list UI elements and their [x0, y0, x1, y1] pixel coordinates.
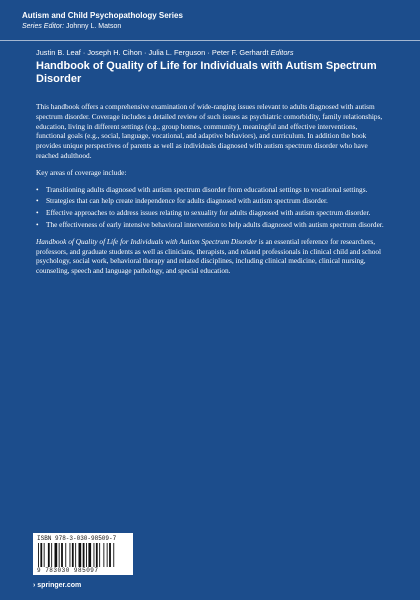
key-areas-list: [36, 185, 388, 230]
barcode-box: [33, 533, 133, 575]
header-divider: [0, 40, 420, 41]
bullet-icon: •: [36, 208, 39, 218]
list-item: [36, 208, 388, 218]
barcode: [37, 543, 129, 567]
editors-suffix: Editors: [270, 48, 294, 57]
key-areas-heading: Key areas of coverage include:: [36, 167, 127, 177]
bullet-icon: •: [36, 196, 39, 206]
series-editor: [22, 22, 402, 32]
list-item-text: The effectiveness of early intensive behavioral intervention to help adults diagnosed with autism spectrum disorder.: [46, 219, 384, 229]
list-item-text: Strategies that can help create independence for adults diagnosed with autism spectrum disorder.: [46, 196, 328, 206]
list-item: [36, 196, 388, 206]
series-editor-label: Series Editor:: [22, 23, 65, 30]
closing-text: is an essential reference for researchers, professors, and graduate students as well as clinicians, therapists, and related professionals in clinical child and school psychology, social work, behavioral therapy and related disciplines, including clinical medicine, clinical nursing, counseling, speech and language pathology, and special education.: [36, 236, 382, 276]
series-title: Autism and Child Psychopathology Series: [22, 11, 183, 20]
description-closing: [36, 237, 388, 276]
barcode-digits: 9 783030 985097: [37, 567, 99, 574]
book-authors: [36, 48, 406, 58]
series-editor-name: Johnny L. Matson: [65, 23, 122, 30]
publisher-url: › springer.com: [33, 582, 82, 589]
list-item-text: Effective approaches to address issues relating to sexuality for adults diagnosed with autism spectrum disorder.: [46, 208, 371, 218]
book-title: Handbook of Quality of Life for Individuals with Autism Spectrum Disorder: [36, 60, 377, 85]
bullet-icon: •: [36, 219, 39, 229]
author-names: Justin B. Leaf · Joseph H. Cihon · Julia L. Ferguson · Peter F. Gerhardt: [36, 48, 269, 57]
bullet-icon: •: [36, 184, 39, 194]
description-intro: This handbook offers a comprehensive examination of wide-ranging issues relevant to adults diagnosed with autism spectrum disorder. Coverage includes a detailed review of such issues as psychiatric comorbidity, family relationships, education, living in different settings (e.g., group homes, community), meaningful and effective interventions, functional goals (e.g., social, language, vocational, and adaptive behaviors), and curriculum. In addition the book provides unique perspectives of parents as well as individuals diagnosed with autism spectrum disorder who have reached adulthood.: [36, 102, 383, 160]
list-item-text: Transitioning adults diagnosed with autism spectrum disorder from educational settings to vocational settings.: [46, 184, 368, 194]
series-block: [22, 10, 402, 32]
list-item: [36, 220, 388, 230]
list-item: [36, 185, 388, 195]
closing-book-title: Handbook of Quality of Life for Individuals with Autism Spectrum Disorder: [36, 236, 257, 246]
description: [36, 102, 388, 283]
isbn-label: ISBN 978-3-030-98509-7: [37, 535, 117, 542]
